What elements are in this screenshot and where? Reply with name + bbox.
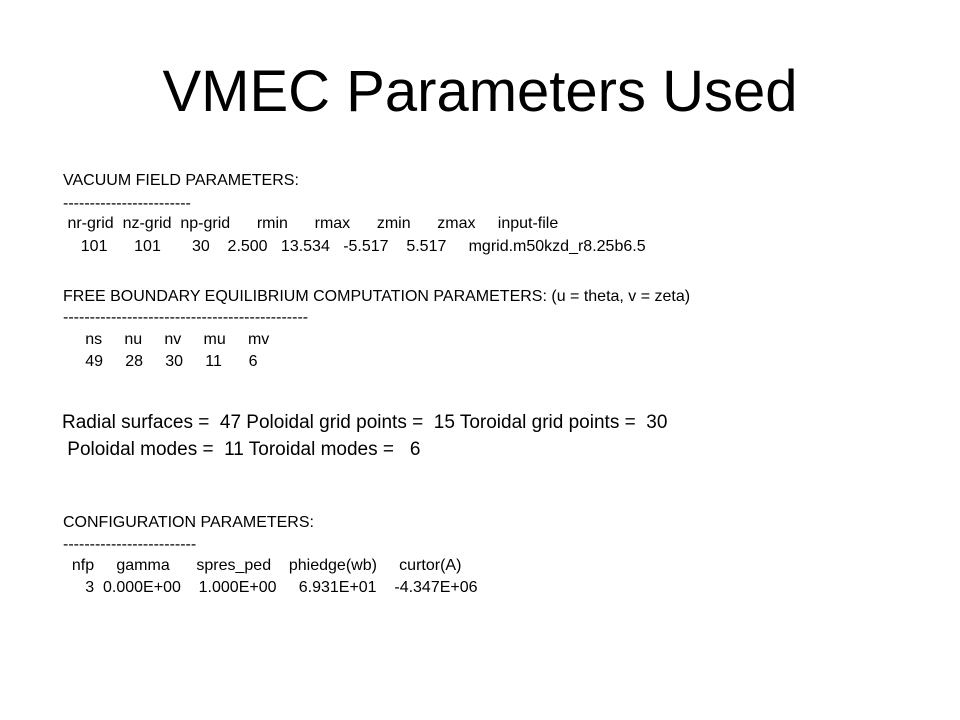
summary-modes-line: Poloidal modes = 11 Toroidal modes = 6 (62, 439, 421, 460)
free-boundary-columns: ns nu nv mu mv (63, 331, 270, 348)
configuration-columns: nfp gamma spres_ped phiedge(wb) curtor(A) (63, 557, 462, 574)
free-boundary-values: 49 28 30 11 6 (63, 353, 258, 370)
summary-grid-line: Radial surfaces = 47 Poloidal grid points = 15 Toroidal grid points = 30 (62, 412, 668, 433)
vacuum-values: 101 101 30 2.500 13.534 -5.517 5.517 mgrid.m50kzd_r8.25b6.5 (63, 238, 646, 255)
free-boundary-header: FREE BOUNDARY EQUILIBRIUM COMPUTATION PARAMETERS: (u = theta, v = zeta) (63, 288, 691, 305)
free-boundary-rule: ---------------------------------------------- (63, 309, 309, 326)
vacuum-header: VACUUM FIELD PARAMETERS: (63, 172, 299, 189)
configuration-values: 3 0.000E+00 1.000E+00 6.931E+01 -4.347E+06 (63, 579, 478, 596)
vacuum-rule: ------------------------ (63, 195, 191, 212)
configuration-rule: ------------------------- (63, 536, 197, 553)
slide-title: VMEC Parameters Used (162, 59, 798, 124)
configuration-header: CONFIGURATION PARAMETERS: (63, 514, 314, 531)
vacuum-columns: nr-grid nz-grid np-grid rmin rmax zmin zmax input-file (63, 215, 559, 232)
